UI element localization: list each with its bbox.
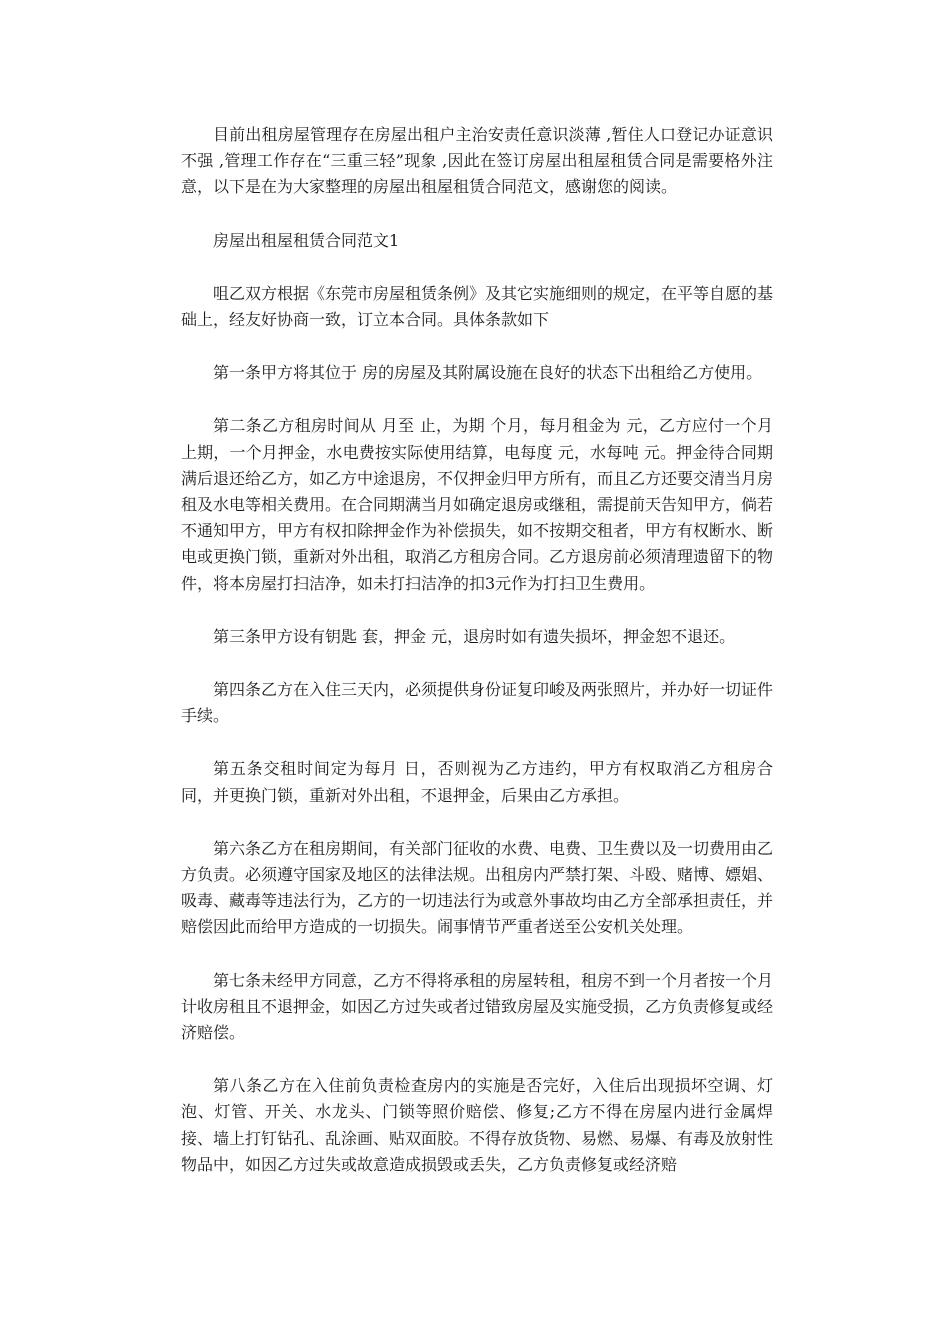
document-body (181, 122, 773, 1205)
article-8-paragraph: 第八条乙方在入住前负责检查房内的实施是否完好，入住后出现损坏空调、灯泡、灯管、开关、水龙头、门锁等照价赔偿、修复;乙方不得在房屋内进行金属焊接、墙上打钉钻孔、乱涂画、贴双面胶。不得存放货物、易燃、易爆、有毒及放射性物品中，如因乙方过失或故意造成损毁或丢失，乙方负责修复或经济赔 (181, 1076, 774, 1174)
article-5-paragraph: 第五条交租时间定为每月 日，否则视为乙方违约，甲方有权取消乙方租房合同，并更换门锁，重新对外出租，不退押金，后果由乙方承担。 (181, 759, 773, 805)
preamble-paragraph: 咀乙双方根据《东莞市房屋租赁条例》及其它实施细则的规定，在平等自愿的基础上，经友好协商一致，订立本合同。具体条款如下 (181, 283, 774, 330)
article-7-paragraph: 第七条未经甲方同意，乙方不得将承租的房屋转租，租房不到一个月者按一个月计收房租且不退押金，如因乙方过失或者过错致房屋及实施受损，乙方负责修复或经济赔偿。 (181, 970, 774, 1043)
intro-paragraph: 目前出租房屋管理存在房屋出租户主治安责任意识淡薄 ,暂住人口登记办证意识不强 ,管理工作存在“三重三轻”现象 ,因此在签订房屋出租屋租赁合同是需要格外注意，以下是在为大家整理的房屋出租屋租赁合同范文，感谢您的阅读。 (181, 125, 773, 197)
contract-title: 房屋出租屋租赁合同范文1 (213, 230, 400, 250)
article-2-paragraph: 第二条乙方租房时间从 月至 止，为期 个月，每月租金为 元，乙方应付一个月上期，一个月押金，水电费按实际使用结算，电每度 元，水每吨 元。押金待合同期满后退还给乙方，如乙方中途退房，不仅押金归甲方所有，而且乙方还要交清当月房租及水电等相关费用。在合同期满当月如确定退房或继租，需提前天告知甲方，倘若不通知甲方，甲方有权扣除押金作为补偿损失，如不按期交租者，甲方有权断水、断电或更换门锁，重新对外出租，取消乙方租房合同。乙方退房前必须清理遗留下的物件，将本房屋打扫洁净，如未打扫洁净的扣3元作为打扫卫生费用。 (181, 416, 774, 593)
article-6-paragraph: 第六条乙方在租房期间，有关部门征收的水费、电费、卫生费以及一切费用由乙方负责。必须遵守国家及地区的法律法规。出租房内严禁打架、斗殴、赌博、嫖娼、吸毒、藏毒等违法行为，乙方的一切违法行为或意外事故均由乙方全部承担责任，并赔偿因此而给甲方造成的一切损失。闹事情节严重者送至公安机关处理。 (181, 838, 774, 937)
article-3-paragraph: 第三条甲方设有钥匙 套，押金 元，退房时如有遗失损坏，押金恕不退还。 (213, 626, 736, 646)
article-1-paragraph: 第一条甲方将其位于 房的房屋及其附属设施在良好的状态下出租给乙方使用。 (213, 363, 763, 383)
article-4-paragraph: 第四条乙方在入住三天内，必须提供身份证复印峻及两张照片，并办好一切证件手续。 (181, 680, 774, 726)
